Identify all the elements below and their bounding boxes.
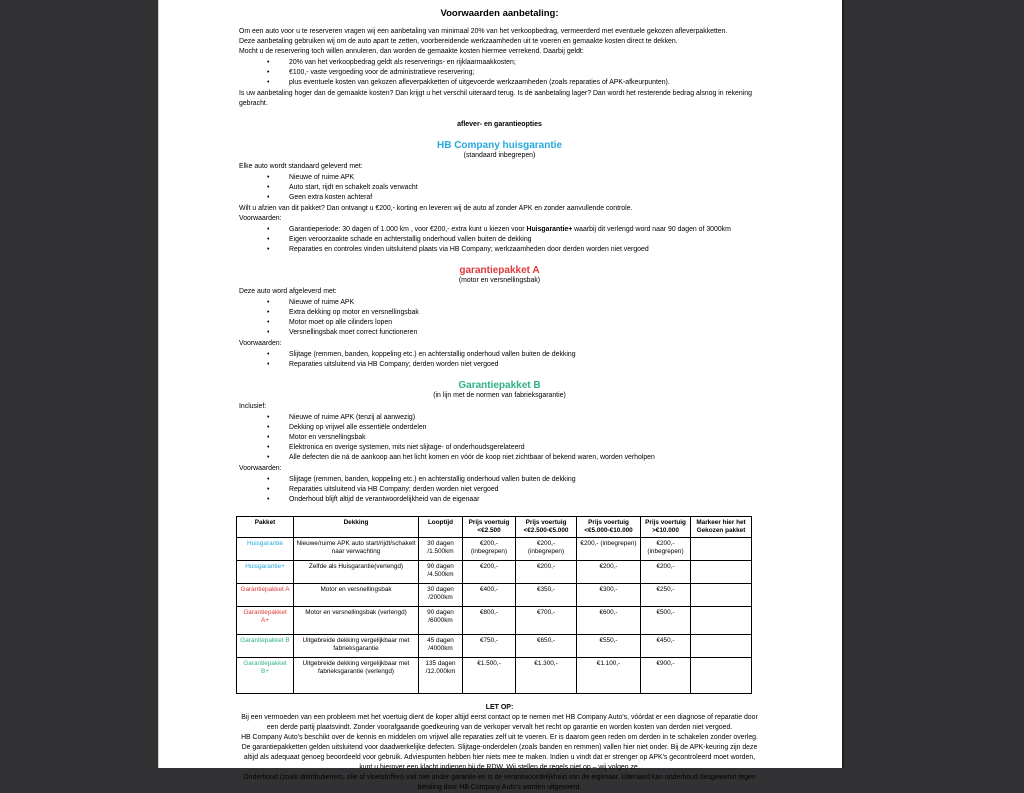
price-cell: €900,- <box>641 658 691 694</box>
price-cell: €450,- <box>641 635 691 658</box>
bullet-item: • Reparaties uitsluitend via HB Company; derden worden niet vergoed <box>267 360 760 370</box>
letop-paragraph: HB Company Auto's beschikt over de kennis en middelen om vrijwel alle reparaties zelf uit te voeren. Er is daarom geen reden om derden in te schakelen zonder overleg. <box>241 734 758 741</box>
price-cell: €700,- <box>516 607 577 635</box>
pakket-cell: Garantiepakket A+ <box>237 607 294 635</box>
letop-heading: LET OP: <box>485 704 514 711</box>
bullet-item: • 20% van het verkoopbedrag geldt als reserverings- en rijklaarmaakkosten; <box>267 58 760 68</box>
bullet-item: • Reparaties en controles vinden uitsluitend plaats via HB Company; werkzaamheden door derden worden niet vergoed <box>267 245 760 255</box>
table-row-pakket-a-plus <box>237 607 752 635</box>
bullet-item: • Versnellingsbak moet correct functioneren <box>267 328 760 338</box>
table-header-row <box>237 517 752 538</box>
intro-bullet-list <box>239 58 760 88</box>
dekking-cell: Uitgebreide dekking vergelijkbaar met fabrieksgarantie (verlengd) <box>294 658 419 694</box>
bullet-item: • plus eventuele kosten van gekozen afleverpakketten of uitgevoerde werkzaamheden (zoals reparaties of APK-afkeurpunten). <box>267 78 760 88</box>
price-cell: €200,- <box>641 561 691 584</box>
pakket-cell: Garantiepakket A <box>237 584 294 607</box>
col-header-looptijd: Looptijd <box>419 517 463 538</box>
bullet-item: • Nieuwe of ruime APK <box>267 298 760 308</box>
price-cell: €600,- <box>577 607 641 635</box>
section-subheading: (standaard inbegrepen) <box>463 152 536 159</box>
document-page <box>158 0 844 791</box>
section-lead: Elke auto wordt standaard geleverd met: <box>239 163 363 170</box>
bullet-item: • Motor moet op alle cilinders lopen <box>267 318 760 328</box>
price-cell: €350,- <box>516 584 577 607</box>
price-cell: €750,- <box>463 635 516 658</box>
col-header-prijs-2: Prijs voertuig <€2.500-€5.000 <box>516 517 577 538</box>
conditions-label: Voorwaarden: <box>239 340 282 347</box>
section-heading-huisgarantie: HB Company huisgarantie <box>436 140 563 151</box>
section-heading-pakket-b: Garantiepakket B <box>458 380 541 391</box>
dekking-cell: Zelfde als Huisgarantie(verlengd) <box>294 561 419 584</box>
section-heading-pakket-a: garantiepakket A <box>459 265 540 276</box>
price-cell: €650,- <box>516 635 577 658</box>
section-conditions-list <box>239 475 760 505</box>
bullet-item: • Slijtage (remmen, banden, koppeling etc.) en achterstallig onderhoud vallen buiten de dekking <box>267 350 760 360</box>
price-cell: €200,- (inbegrepen) <box>641 538 691 561</box>
col-header-markeer: Markeer hier het Gekozen pakket <box>691 517 752 538</box>
section-subheading: (motor en versnellingsbak) <box>458 277 541 284</box>
section-note: Wilt u afzien van dit pakket? Dan ontvangt u €200,- korting en leveren wij de auto af zonder APK en zonder aanvullende controle. <box>239 205 633 212</box>
price-cell: €1.100,- <box>577 658 641 694</box>
markeer-cell <box>691 658 752 694</box>
price-cell: €200,- (inbegrepen) <box>463 538 516 561</box>
options-heading: aflever- en garantieopties <box>457 121 542 128</box>
intro-line: Mocht u de reservering toch willen annuleren, dan worden de gemaakte kosten hiermee verrekend. Daarbij geldt: <box>239 48 584 55</box>
condition-bold-text: Huisgarantie+ <box>526 226 573 233</box>
looptijd-cell: 45 dagen /4000km <box>419 635 463 658</box>
conditions-label: Voorwaarden: <box>239 215 282 222</box>
intro-line: Om een auto voor u te reserveren vragen wij een aanbetaling van minimaal 20% van het verkoopbedrag, vermeerderd met eventuele gekozen afleverpakketten. <box>239 28 728 35</box>
bullet-item: • €100,- vaste vergoeding voor de administratieve reservering; <box>267 68 760 78</box>
bullet-item: • Slijtage (remmen, banden, koppeling etc.) en achterstallig onderhoud vallen buiten de dekking <box>267 475 760 485</box>
table-row-pakket-b <box>237 635 752 658</box>
letop-paragraph: De garantiepakketten gelden uitsluitend voor daadwerkelijke defecten. Slijtage-onderdelen (zoals banden en remmen) vallen hier niet onder. Bij de APK-keuring zijn deze altijd als adequaat genoeg beoordeeld voor gebruik. Adviespunten hebben hier niets mee te maken. Indien u vindt dat er strenger op APK's gecontroleerd moet worden, kunt u hierover een klacht indienen bij de RDW. Wij stellen de regels niet op – wij volgen ze. <box>241 744 758 771</box>
condition-text: Garantieperiode: 30 dagen of 1.000 km , voor €200,- extra kunt u kiezen voor <box>289 226 527 233</box>
price-cell: €500,- <box>641 607 691 635</box>
section-lead: Deze auto word afgeleverd met: <box>239 288 337 295</box>
dekking-cell: Uitgebreide dekking vergelijkbaar met fabrieksgarantie <box>294 635 419 658</box>
looptijd-cell: 135 dagen /12.000km <box>419 658 463 694</box>
table-row-huisgarantie <box>237 538 752 561</box>
price-cell: €400,- <box>463 584 516 607</box>
price-cell: €200,- <box>516 561 577 584</box>
dekking-cell: Motor en versnellingsbak <box>294 584 419 607</box>
section-include-list <box>239 298 760 338</box>
table-row-huisgarantie-plus <box>237 561 752 584</box>
price-cell: €1.300,- <box>516 658 577 694</box>
pakket-cell: Huisgarantie+ <box>237 561 294 584</box>
looptijd-cell: 30 dagen /2000km <box>419 584 463 607</box>
document-content <box>159 0 842 793</box>
condition-text: waarbij dit verlengd word naar 90 dagen of 3000km <box>572 226 731 233</box>
bullet-item: • Auto start, rijdt en schakelt zoals verwacht <box>267 183 760 193</box>
section-lead: Inclusief: <box>239 403 267 410</box>
bullet-item: • Nieuwe of ruime APK <box>267 173 760 183</box>
looptijd-cell: 90 dagen /6000km <box>419 607 463 635</box>
bullet-item: • Nieuwe of ruime APK (tenzij al aanwezig) <box>267 413 760 423</box>
price-cell: €250,- <box>641 584 691 607</box>
bullet-item <box>267 225 760 235</box>
pakket-cell: Garantiepakket B <box>237 635 294 658</box>
looptijd-cell: 30 dagen /1.500km <box>419 538 463 561</box>
doc-title: Voorwaarden aanbetaling: <box>440 8 559 19</box>
bullet-item: • Elektronica en overige systemen, mits niet slijtage- of onderhoudsgerelateerd <box>267 443 760 453</box>
pakket-cell: Garantiepakket B+ <box>237 658 294 694</box>
bullet-item: • Alle defecten die ná de aankoop aan het licht komen en vóór de koop niet zichtbaar of bekend waren, worden verholpen <box>267 453 760 463</box>
markeer-cell <box>691 584 752 607</box>
bullet-item: • Reparaties uitsluitend via HB Company; derden worden niet vergoed <box>267 485 760 495</box>
section-subheading: (in lijn met de normen van fabrieksgarantie) <box>433 392 566 399</box>
markeer-cell <box>691 561 752 584</box>
letop-section <box>239 703 760 793</box>
price-cell: €200,- <box>463 561 516 584</box>
bullet-item: • Dekking op vrijwel alle essentiële onderdelen <box>267 423 760 433</box>
intro-closing: Is uw aanbetaling hoger dan de gemaakte kosten? Dan krijgt u het verschil uiteraard terug. Is de aanbetaling lager? Dan wordt het resterende bedrag alsnog in rekening gebracht. <box>239 90 752 107</box>
col-header-dekking: Dekking <box>294 517 419 538</box>
price-cell: €200,- (inbegrepen) <box>516 538 577 561</box>
price-cell: €550,- <box>577 635 641 658</box>
price-cell: €300,- <box>577 584 641 607</box>
bullet-item: • Motor en versnellingsbak <box>267 433 760 443</box>
conditions-label: Voorwaarden: <box>239 465 282 472</box>
letop-paragraph: Bij een vermoeden van een probleem met het voertuig dient de koper altijd eerst contact op te nemen met HB Company Auto's, vóórdat er een diagnose of reparatie door een derde partij plaatsvindt. Zonder voorafgaande goedkeuring van de verkoper vervalt het recht op garantie en worden kosten van derden niet vergoed. <box>241 714 758 731</box>
section-include-list <box>239 173 760 203</box>
col-header-prijs-4: Prijs voertuig >€10.000 <box>641 517 691 538</box>
section-conditions-list <box>239 225 760 255</box>
pakket-cell: Huisgarantie <box>237 538 294 561</box>
looptijd-cell: 90 dagen /4.500km <box>419 561 463 584</box>
section-conditions-list <box>239 350 760 370</box>
section-include-list <box>239 413 760 463</box>
bullet-item: • Extra dekking op motor en versnellingsbak <box>267 308 760 318</box>
intro-line: Deze aanbetaling gebruiken wij om de auto apart te zetten, voorbereidende werkzaamheden uit te voeren en gemaakte kosten direct te dekken. <box>239 38 678 45</box>
price-cell: €200,- (inbegrepen) <box>577 538 641 561</box>
bullet-item: • Eigen veroorzaakte schade en achterstallig onderhoud vallen buiten de dekking <box>267 235 760 245</box>
bullet-item: • Onderhoud blijft altijd de verantwoordelijkheid van de eigenaar <box>267 495 760 505</box>
col-header-prijs-3: Prijs voertuig <€5.000-€10.000 <box>577 517 641 538</box>
table-row-pakket-b-plus <box>237 658 752 694</box>
table-row-pakket-a <box>237 584 752 607</box>
markeer-cell <box>691 538 752 561</box>
col-header-prijs-1: Prijs voertuig <€2.500 <box>463 517 516 538</box>
price-cell: €1.500,- <box>463 658 516 694</box>
letop-paragraph: Onderhoud (zoals distributieriem, olie of vloeistoffen) valt niet onder garantie en is de verantwoordelijkheid van de eigenaar. Uiteraard kan onderhoud desgewenst tegen betaling door HB Company Auto's worden uitgevoerd. <box>243 774 756 791</box>
warranty-packages-table <box>236 516 752 694</box>
markeer-cell <box>691 607 752 635</box>
dekking-cell: Motor en versnellingsbak (verlengd) <box>294 607 419 635</box>
price-cell: €800,- <box>463 607 516 635</box>
price-cell: €200,- <box>577 561 641 584</box>
markeer-cell <box>691 635 752 658</box>
col-header-pakket: Pakket <box>237 517 294 538</box>
bullet-item: • Geen extra kosten achteraf <box>267 193 760 203</box>
dekking-cell: Nieuwe/ruime APK auto start/rijdt/schakelt naar verwachting <box>294 538 419 561</box>
